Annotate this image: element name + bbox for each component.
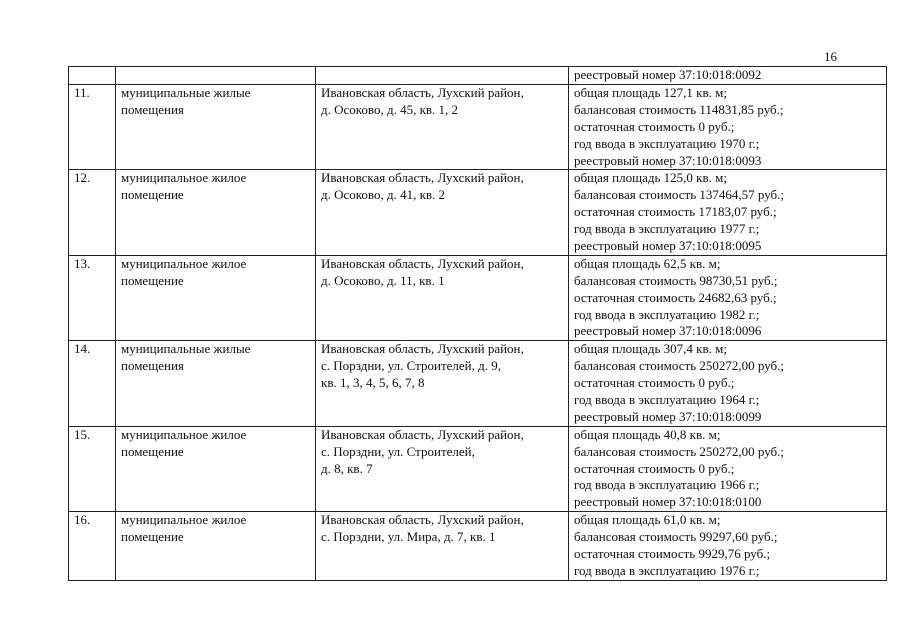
- property-registry-table: [68, 66, 887, 581]
- object-name-cell: [116, 85, 316, 170]
- table-row: [69, 512, 887, 581]
- object-name-line: муниципальное жилое: [121, 512, 247, 528]
- address-cell: [316, 426, 569, 511]
- object-name-line: помещение: [121, 187, 184, 203]
- details-line: общая площадь 127,1 кв. м;: [574, 85, 727, 100]
- address-line: д. Осоково, д. 41, кв. 2: [321, 187, 446, 203]
- details-line: общая площадь 40,8 кв. м;: [574, 426, 721, 442]
- page-number: 16: [824, 49, 837, 64]
- details-cell: [569, 341, 887, 426]
- details-line: балансовая стоимость 99297,60 руб.;: [574, 529, 778, 545]
- address-cell: [316, 255, 569, 340]
- object-name-line: помещение: [121, 443, 184, 459]
- object-name-cell: [116, 512, 316, 581]
- details-line: балансовая стоимость 137464,57 руб.;: [574, 187, 784, 203]
- details-line: общая площадь 61,0 кв. м;: [574, 512, 721, 528]
- continuation-details-cell: [569, 67, 887, 85]
- details-line: год ввода в эксплуатацию 1966 г.;: [574, 477, 760, 493]
- object-name-line: помещения: [121, 358, 184, 374]
- details-cell: [569, 170, 887, 255]
- object-name-cell: [116, 341, 316, 426]
- address-line: с. Порздни, ул. Строителей,: [321, 443, 475, 459]
- details-line: реестровый номер 37:10:018:0099: [574, 408, 762, 424]
- row-number: 14.: [69, 341, 116, 426]
- continuation-row: [69, 67, 887, 85]
- row-number: 12.: [69, 170, 116, 255]
- details-line: год ввода в эксплуатацию 1976 г.;: [574, 562, 760, 578]
- address-cell: [316, 341, 569, 426]
- details-line: остаточная стоимость 24682,63 руб.;: [574, 289, 777, 305]
- address-line: Ивановская область, Лухский район,: [321, 341, 524, 357]
- object-name-line: муниципальное жилое: [121, 255, 247, 271]
- address-cell: [316, 85, 569, 170]
- address-line: Ивановская область, Лухский район,: [321, 426, 524, 442]
- continuation-num-cell: [69, 67, 116, 85]
- row-number: 13.: [69, 255, 116, 340]
- details-line: год ввода в эксплуатацию 1964 г.;: [574, 392, 760, 408]
- details-cell: [569, 255, 887, 340]
- address-line: д. Осоково, д. 11, кв. 1: [321, 272, 445, 288]
- table-row: [69, 85, 887, 170]
- address-line: Ивановская область, Лухский район,: [321, 85, 524, 100]
- details-line: остаточная стоимость 0 руб.;: [574, 460, 735, 476]
- details-line: реестровый номер 37:10:018:0095: [574, 238, 762, 254]
- table-row: [69, 341, 887, 426]
- address-cell: [316, 512, 569, 581]
- details-line: балансовая стоимость 98730,51 руб.;: [574, 272, 778, 288]
- address-line: с. Порздни, ул. Строителей, д. 9,: [321, 358, 501, 374]
- address-line: Ивановская область, Лухский район,: [321, 512, 524, 528]
- details-line: остаточная стоимость 0 руб.;: [574, 375, 735, 391]
- address-line: с. Порздни, ул. Мира, д. 7, кв. 1: [321, 529, 496, 545]
- details-line: год ввода в эксплуатацию 1982 г.;: [574, 306, 760, 322]
- details-cell: [569, 426, 887, 511]
- row-number: 11.: [69, 85, 116, 170]
- address-line: Ивановская область, Лухский район,: [321, 255, 524, 271]
- address-cell: [316, 170, 569, 255]
- address-line: д. Осоково, д. 45, кв. 1, 2: [321, 101, 459, 117]
- details-line: реестровый номер 37:10:018:0093: [574, 152, 762, 168]
- table-row: [69, 255, 887, 340]
- object-name-line: помещение: [121, 272, 184, 288]
- details-line: остаточная стоимость 9929,76 руб.;: [574, 546, 771, 562]
- table-row: [69, 426, 887, 511]
- details-cell: [569, 512, 887, 581]
- row-number: 15.: [69, 426, 116, 511]
- address-line: Ивановская область, Лухский район,: [321, 170, 524, 186]
- object-name-line: муниципальное жилое: [121, 170, 247, 186]
- details-line: общая площадь 62,5 кв. м;: [574, 255, 721, 271]
- object-name-line: помещение: [121, 529, 184, 545]
- object-name-line: муниципальные жилые: [121, 85, 251, 100]
- object-name-cell: [116, 170, 316, 255]
- continuation-name-cell: [116, 67, 316, 85]
- details-line: реестровый номер 37:10:018:0096: [574, 323, 762, 339]
- object-name-cell: [116, 255, 316, 340]
- details-line: балансовая стоимость 250272,00 руб.;: [574, 358, 784, 374]
- object-name-line: муниципальные жилые: [121, 341, 251, 357]
- details-cell: [569, 85, 887, 170]
- object-name-line: муниципальное жилое: [121, 426, 247, 442]
- details-line: балансовая стоимость 114831,85 руб.;: [574, 101, 784, 117]
- details-line: реестровый номер 37:10:018:0092: [574, 67, 762, 82]
- details-line: реестровый номер 37:10:018:0100: [574, 494, 762, 510]
- continuation-address-cell: [316, 67, 569, 85]
- address-line: д. 8, кв. 7: [321, 460, 373, 476]
- details-line: остаточная стоимость 17183,07 руб.;: [574, 204, 777, 220]
- details-line: общая площадь 307,4 кв. м;: [574, 341, 727, 357]
- table-row: [69, 170, 887, 255]
- object-name-line: помещения: [121, 101, 184, 117]
- object-name-cell: [116, 426, 316, 511]
- row-number: 16.: [69, 512, 116, 581]
- details-line: балансовая стоимость 250272,00 руб.;: [574, 443, 784, 459]
- details-line: общая площадь 125,0 кв. м;: [574, 170, 727, 186]
- address-line: кв. 1, 3, 4, 5, 6, 7, 8: [321, 375, 425, 391]
- details-line: год ввода в эксплуатацию 1977 г.;: [574, 221, 760, 237]
- details-line: остаточная стоимость 0 руб.;: [574, 118, 735, 134]
- details-line: год ввода в эксплуатацию 1970 г.;: [574, 135, 760, 151]
